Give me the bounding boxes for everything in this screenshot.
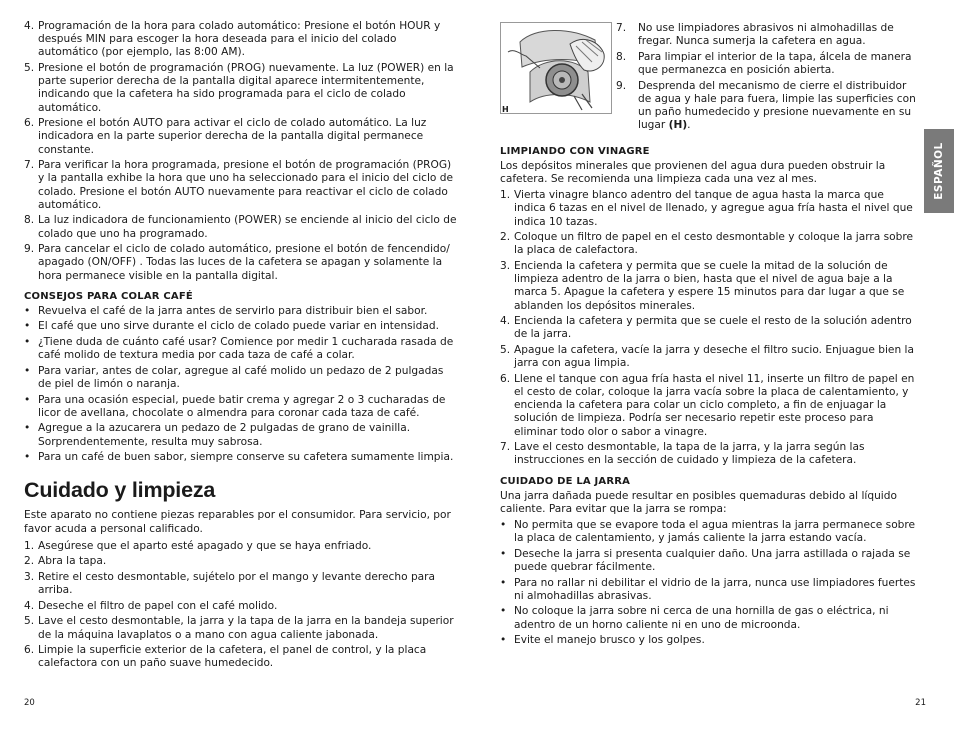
list-item: 4. Deseche el filtro de papel con el café molido. [24,599,278,612]
figure-h [500,22,612,114]
list-item: • Agregue a la azucarera un pedazo de 2 pulgadas de grano de vainilla. Sorprendentemente, resulta muy sabrosa. [24,422,411,448]
list-item: 2. Abra la tapa. [24,555,107,568]
tips-list [24,305,458,465]
care-steps [24,540,458,671]
vinegar-steps [500,189,916,467]
list-item: 9. Desprenda del mecanismo de cierre el distribuidor de agua y hale para fuera, limpie las superficies con un paño humedecido y presione nuevamente en su lugar (H). [616,79,916,132]
vinegar-heading: LIMPIANDO CON VINAGRE [500,145,650,157]
list-item: 4. Programación de la hora para colado automático: Presione el botón HOUR y después MIN para escoger la hora deseada para el inicio del colado automático (por ejemplo, las 8:00 AM). [24,20,441,59]
right-page [500,22,916,650]
list-item: 5. Presione el botón de programación (PROG) nuevamente. La luz (POWER) en la parte superior derecha de la pantalla digital aparece intermitentemente, indicando que la cafetera ha sido programada para el ciclo de colado automático. [24,62,454,114]
list-item: 4. Encienda la cafetera y permita que se cuele el resto de la solución adentro de la jarra. [500,315,912,341]
carafe-list [500,519,916,647]
list-item: 7. Lave el cesto desmontable, la tapa de la jarra, y la jarra según las instrucciones en la sección de cuidado y limpieza de la cafetera. [500,441,865,467]
list-item: 7. No use limpiadores abrasivos ni almohadillas de fregar. Nunca sumerja la cafetera en agua. [616,22,894,48]
list-item: 8. Para limpiar el interior de la tapa, álcela de manera que permanezca en posición abierta. [616,50,912,76]
list-item: 8. La luz indicadora de funcionamiento (POWER) se enciende al inicio del ciclo de colado que uno ha programado. [24,214,457,240]
vinegar-intro: Los depósitos minerales que provienen del agua dura pueden obstruir la cafetera. Se recomienda una limpieza cada una vez al mes. [500,159,886,185]
list-item: • No coloque la jarra sobre ni cerca de una hornilla de gas o eléctrica, ni adentro de un horno caliente ni en uno de microonda. [500,605,889,631]
carafe-intro: Una jarra dañada puede resultar en posibles quemaduras debido al líquido caliente. Para evitar que la jarra se rompa: [500,489,897,515]
programming-steps [24,20,458,283]
section-intro: Este aparato no contiene piezas reparables por el consumidor. Para servicio, por favor acuda a personal calificado. [24,509,451,535]
list-item: 3. Retire el cesto desmontable, sujételo por el mango y levante derecho para arriba. [24,570,436,597]
hand-removing-water-spreader-illustration [500,22,612,114]
section-title: Cuidado y limpieza [24,478,216,503]
list-item: • El café que uno sirve durante el ciclo de colado puede variar en intensidad. [24,320,439,333]
list-item: • Para una ocasión especial, puede batir crema y agregar 2 o 3 cucharadas de licor de avellana, chocolate o almendra para coronar cada taza de café. [24,393,446,419]
list-item: • No permita que se evapore toda el agua mientras la jarra permanece sobre la placa de calentamiento, y jamás caliente la jarra estando vacía. [500,519,916,545]
cleaning-steps-continued [616,22,916,132]
list-item: • Para un café de buen sabor, siempre conserve su cafetera sumamente limpia. [24,451,454,464]
list-item: 6. Limpie la superficie exterior de la cafetera, el panel de control, y la placa calefactora con un paño suave humedecido. [24,644,427,670]
language-tab-label: ESPAÑOL [933,142,945,200]
list-item: 2. Coloque un filtro de papel en el cesto desmontable y coloque la jarra sobre la placa de calefactora. [500,231,913,257]
tips-heading: CONSEJOS PARA COLAR CAFÉ [24,290,193,302]
list-item: • ¿Tiene duda de cuánto café usar? Comience por medir 1 cucharada rasada de café molido de textura media por cada taza de café a colar. [24,336,454,362]
figure-label: H [502,105,509,114]
list-item: 3. Encienda la cafetera y permita que se cuele la mitad de la solución de limpieza adentro de la jarra o bien, hasta que el nivel de agua baje a la marca 5. Apague la cafetera y espere 15 minutos para dar lugar a que se ablanden los depósitos minerales. [500,260,905,312]
list-item: • Para no rallar ni debilitar el vidrio de la jarra, nunca use limpiadores fuertes ni almohadillas abrasivas. [500,576,916,602]
list-item: • Deseche la jarra si presenta cualquier daño. Una jarra astillada o rajada se puede quebrar fácilmente. [500,547,911,574]
list-item: 5. Lave el cesto desmontable, la jarra y la tapa de la jarra en la bandeja superior de la máquina lavaplatos o a mano con agua caliente jabonada. [24,615,454,641]
list-item: • Revuelva el café de la jarra antes de servirlo para distribuir bien el sabor. [24,304,428,317]
list-item: 6. Presione el botón AUTO para activar el ciclo de colado automático. La luz indicadora en la parte superior derecha de la pantalla digital permanece constante. [24,117,427,156]
list-item: 5. Apague la cafetera, vacíe la jarra y deseche el filtro sucio. Enjuague bien la jarra con agua limpia. [500,344,914,370]
page-number-right: 21 [915,698,926,708]
list-item: • Evite el manejo brusco y los golpes. [500,634,705,647]
list-item: 9. Para cancelar el ciclo de colado automático, presione el botón de fencendido/ apagado (ON/OFF) . Todas las luces de la cafetera se apagan y solamente la hora permanece visible en la pantalla digital. [24,243,450,282]
list-item: 1. Vierta vinagre blanco adentro del tanque de agua hasta la marca que indica 6 tazas en el nivel de llenado, y agregue agua fría hasta el nivel que indica 10 tazas. [500,189,913,228]
list-item: 6. Llene el tanque con agua fría hasta el nivel 11, inserte un filtro de papel en el cesto de colar, coloque la jarra vacía sobre la placa de calentamiento, y encienda la cafetera para colar un ciclo completo, a fin de enjuagar la solución de limpieza. Podría ser necesario repetir este proceso para eliminar todo olor o sabor a vinagre. [500,372,915,438]
list-item: 7. Para verificar la hora programada, presione el botón de programación (PROG) y la pantalla exhibe la hora que uno ha seleccionado para el inicio del ciclo de colado. Presione el botón AUTO nuevamente para reactivar el ciclo de colado automático. [24,159,454,211]
language-tab [924,129,954,213]
left-page [24,20,458,673]
carafe-heading: CUIDADO DE LA JARRA [500,475,631,487]
page-number-left: 20 [24,698,35,708]
list-item: • Para variar, antes de colar, agregue al café molido un pedazo de 2 pulgadas de piel de limón o naranja. [24,364,444,390]
list-item: 1. Asegúrese que el aparto esté apagado y que se haya enfriado. [24,539,372,552]
